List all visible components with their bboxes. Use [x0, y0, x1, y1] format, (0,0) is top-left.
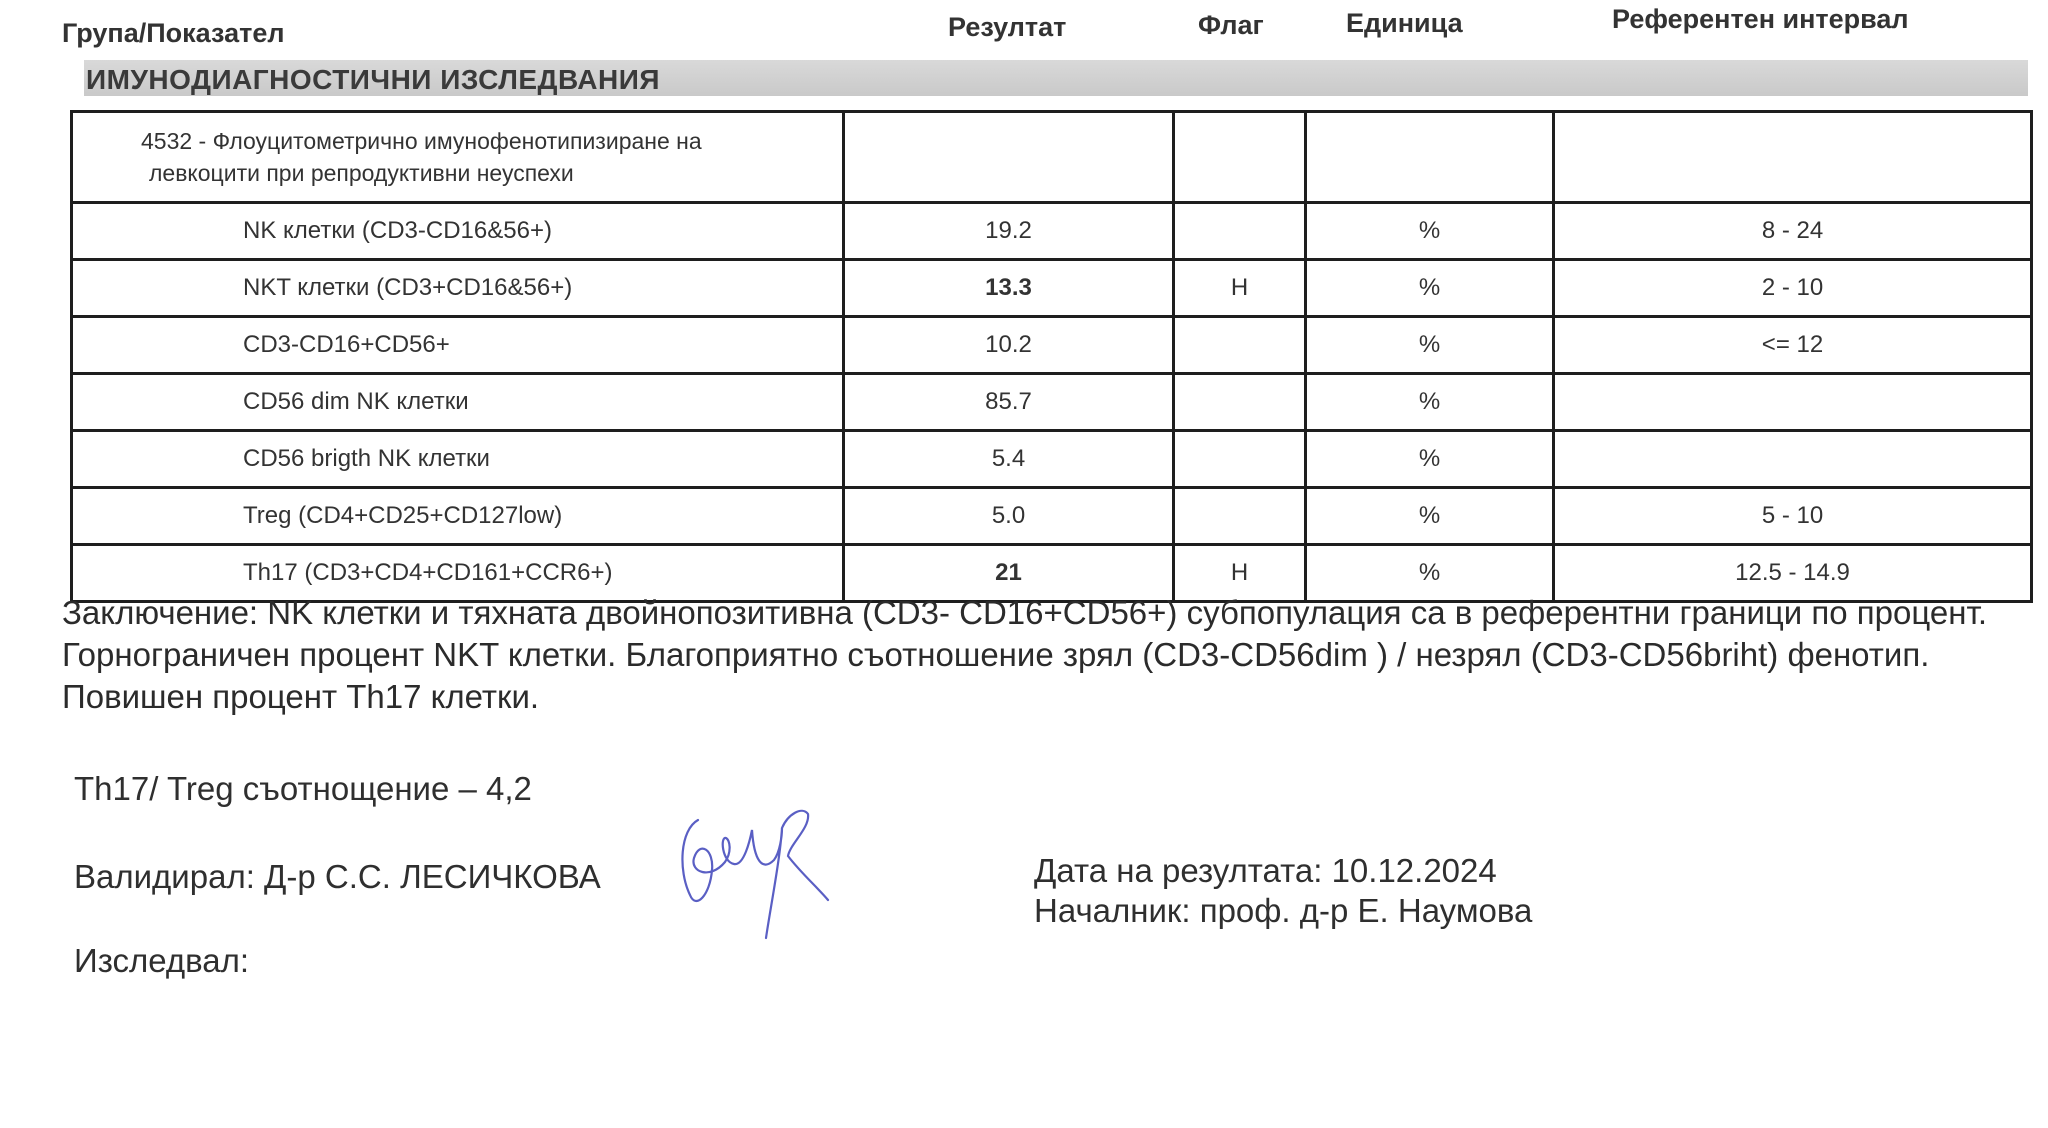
- panel-ref-cell: [1554, 112, 2032, 203]
- row-result: 21: [844, 545, 1174, 602]
- row-result: 5.0: [844, 488, 1174, 545]
- row-reference: 12.5 - 14.9: [1554, 545, 2032, 602]
- row-unit: %: [1306, 203, 1554, 260]
- row-name: CD56 brigth NK клетки: [72, 431, 844, 488]
- row-result: 85.7: [844, 374, 1174, 431]
- header-reference: Референтен интервал: [1612, 4, 1909, 34]
- row-reference: <= 12: [1554, 317, 2032, 374]
- row-flag: H: [1174, 545, 1306, 602]
- row-name: Th17 (CD3+CD4+CD161+CCR6+): [72, 545, 844, 602]
- result-date-text: Дата на резултата: 10.12.2024: [1034, 852, 1497, 889]
- row-name: NKT клетки (CD3+CD16&56+): [72, 260, 844, 317]
- row-result: 19.2: [844, 203, 1174, 260]
- row-result: 5.4: [844, 431, 1174, 488]
- table-row: [72, 374, 2032, 431]
- panel-flag-cell: [1174, 112, 1306, 203]
- row-unit: %: [1306, 545, 1554, 602]
- validated-by-text: Валидирал: Д-р С.С. ЛЕСИЧКОВА: [74, 858, 601, 895]
- row-unit: %: [1306, 488, 1554, 545]
- row-result: 13.3: [844, 260, 1174, 317]
- row-reference: 2 - 10: [1554, 260, 2032, 317]
- row-flag: [1174, 488, 1306, 545]
- ratio-text: Th17/ Treg съотнощение – 4,2: [74, 770, 532, 807]
- row-unit: %: [1306, 431, 1554, 488]
- row-reference: [1554, 374, 2032, 431]
- row-flag: [1174, 431, 1306, 488]
- header-unit: Единица: [1346, 8, 1463, 38]
- row-flag: [1174, 203, 1306, 260]
- row-unit: %: [1306, 260, 1554, 317]
- header-group: Група/Показател: [62, 18, 285, 48]
- header-result: Резултат: [948, 12, 1067, 42]
- row-flag: H: [1174, 260, 1306, 317]
- row-name: CD56 dim NK клетки: [72, 374, 844, 431]
- table-row: [72, 431, 2032, 488]
- header-flag: Флаг: [1198, 10, 1264, 40]
- row-reference: [1554, 431, 2032, 488]
- conclusion-text: Заключение: NK клетки и тяхната двойнопозитивна (CD3- CD16+CD56+) субпопулация са в референтни граници по процент. Горнограничен процент NKT клетки. Благоприятно съотношение зрял (CD3-CD56dim ) / незрял (CD3-CD56briht) фенотип. Повишен процент Th17 клетки.: [62, 594, 1988, 715]
- examined-by-text: Изследвал:: [74, 942, 250, 979]
- row-name: CD3-CD16+CD56+: [72, 317, 844, 374]
- table-row: [72, 488, 2032, 545]
- results-table: [70, 110, 2033, 603]
- table-row: [72, 317, 2032, 374]
- row-flag: [1174, 374, 1306, 431]
- row-unit: %: [1306, 374, 1554, 431]
- row-reference: 5 - 10: [1554, 488, 2032, 545]
- signature-mark: [670, 800, 840, 945]
- panel-name-line1: 4532 - Флоуцитометрично имунофенотипизиране на: [141, 128, 702, 154]
- section-title: ИМУНОДИАГНОСТИЧНИ ИЗСЛЕДВАНИЯ: [86, 64, 660, 95]
- panel-unit-cell: [1306, 112, 1554, 203]
- panel-name-cell: [72, 112, 844, 203]
- row-reference: 8 - 24: [1554, 203, 2032, 260]
- row-name: Treg (CD4+CD25+CD127low): [72, 488, 844, 545]
- panel-row: [72, 112, 2032, 203]
- head-of-lab-text: Началник: проф. д-р Е. Наумова: [1034, 892, 1533, 929]
- table-row: [72, 260, 2032, 317]
- table-row: [72, 203, 2032, 260]
- row-result: 10.2: [844, 317, 1174, 374]
- row-flag: [1174, 317, 1306, 374]
- panel-result-cell: [844, 112, 1174, 203]
- panel-name-line2: левкоцити при репродуктивни неуспехи: [149, 160, 574, 186]
- row-name: NK клетки (CD3-CD16&56+): [72, 203, 844, 260]
- row-unit: %: [1306, 317, 1554, 374]
